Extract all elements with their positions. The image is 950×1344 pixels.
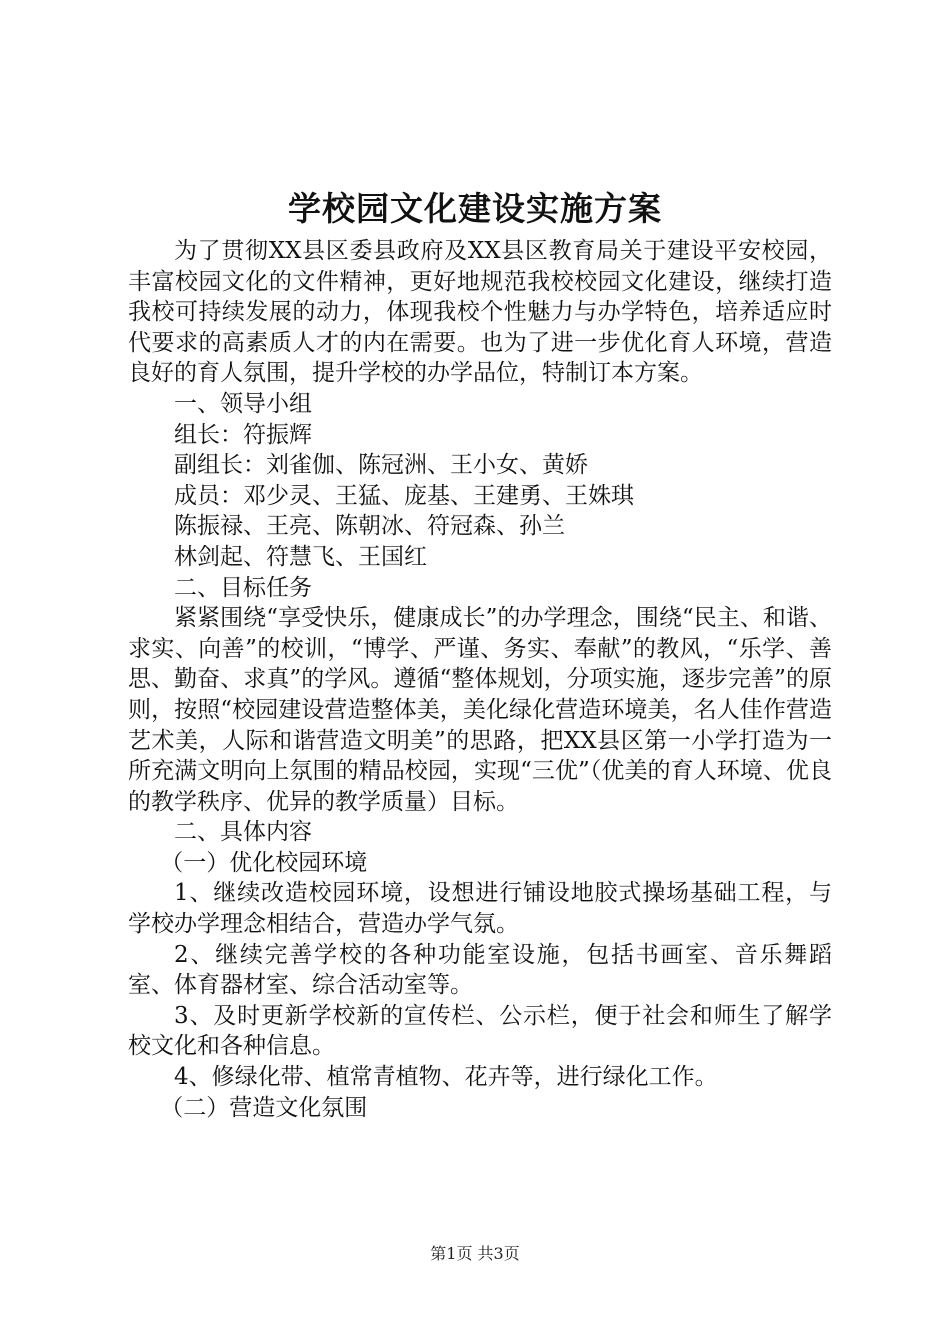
group-members-line-3: 林剑起、符慧飞、王国红 (174, 543, 427, 570)
environment-item-1: 1、继续改造校园环境，设想进行铺设地胶式操场基础工程，与学校办学理念相结合，营造办学气氛。 (128, 880, 832, 938)
vice-group-leaders: 副组长：刘雀伽、陈冠洲、王小女、黄娇 (174, 452, 588, 479)
section-heading-goals: 二、目标任务 (174, 574, 312, 601)
subsection-heading-environment: （一）优化校园环境 (160, 849, 368, 876)
environment-item-2: 2、继续完善学校的各种功能室设施，包括书画室、音乐舞蹈室、体育器材室、综合活动室等。 (128, 941, 832, 999)
group-leader: 组长：符振辉 (174, 421, 312, 448)
environment-item-4: 4、修绿化带、植常青植物、花卉等，进行绿化工作。 (174, 1064, 718, 1091)
environment-item-3: 3、及时更新学校新的宣传栏、公示栏，便于社会和师生了解学校文化和各种信息。 (128, 1002, 832, 1060)
section-heading-content: 二、具体内容 (174, 819, 312, 846)
page-footer: 第1页 共3页 (430, 1244, 520, 1263)
goals-paragraph: 紧紧围绕“享受快乐，健康成长”的办学理念，围绕“民主、和谐、求实、向善”的校训，“博学、严谨、务实、奉献”的教风，“乐学、善思、勤奋、求真”的学风。遵循“整体规划，分项实施，逐步完善”的原则，按照“校园建设营造整体美，美化绿化营造环境美，名人佳作营造艺术美，人际和谐营造文明美”的思路，把XX县区第一小学打造为一所充满文明向上氛围的精品校园，实现“三优”（优美的育人环境、优良的教学秩序、优异的教学质量）目标。 (128, 605, 832, 815)
document-title: 学校园文化建设实施方案 (288, 189, 662, 228)
subsection-heading-culture: （二）营造文化氛围 (160, 1094, 368, 1121)
section-heading-leadership: 一、领导小组 (174, 390, 312, 417)
document-body (128, 236, 832, 1123)
intro-paragraph: 为了贯彻XX县区委县政府及XX县区教育局关于建设平安校园，丰富校园文化的文件精神，更好地规范我校校园文化建设，继续打造我校可持续发展的动力，体现我校个性魅力与办学特色，培养适应时代要求的高素质人才的内在需要。也为了进一步优化育人环境，营造良好的育人氛围，提升学校的办学品位，特制订本方案。 (128, 238, 832, 387)
group-members-line-1: 成员：邓少灵、王猛、庞基、王建勇、王姝琪 (174, 482, 634, 509)
group-members-line-2: 陈振禄、王亮、陈朝冰、符冠森、孙兰 (174, 513, 565, 540)
